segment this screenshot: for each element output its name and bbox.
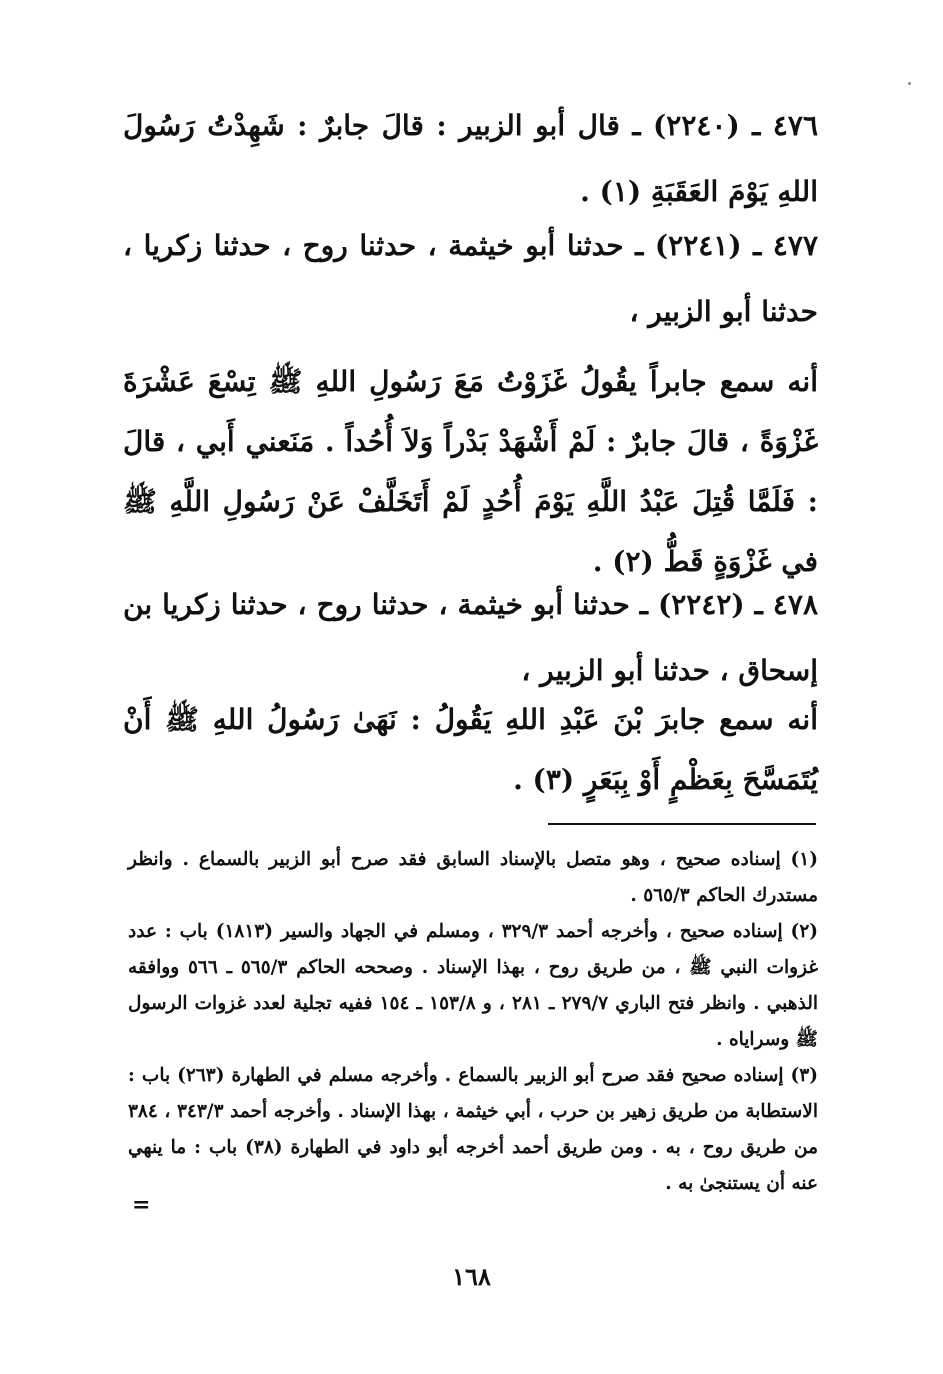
hadith-478-isnad xyxy=(123,572,818,704)
hadith-text: أنه سمع جابرَ بْنَ عَبْدِ اللهِ يَقُولُ : نَهَىٰ رَسُولُ اللهِ ﷺ أَنْ يُتَمَسَّحَ بِعَظْمٍ أَوْ بِبَعَرٍ (٣) . xyxy=(123,703,818,796)
hadith-476 xyxy=(123,93,818,225)
hadith-text: قال أبو الزبير : قالَ جابرٌ : شَهِدْتُ رَسُولَ اللهِ يَوْمَ العَقَبَةِ (١) . xyxy=(123,109,818,208)
scan-speck xyxy=(908,82,911,85)
hadith-478-matn xyxy=(123,690,818,810)
footnote-1: (١) إسناده صحيح ، وهو متصل بالإسناد السابق فقد صرح أبو الزبير بالسماع . وانظر مستدرك الحاكم ٥٦٥/٣ . xyxy=(128,849,818,906)
hadith-text: أنه سمع جابراً يقُولُ غَزَوْتُ مَعَ رَسُولِ اللهِ ﷺ تِسْعَ عَشْرَةَ غَزْوَةً ، قالَ جابرٌ : لَمْ أَشْهَدْ بَدْراً وَلاَ أُحُداً . مَنَعني أَبي ، قالَ : فَلَمَّا قُتِلَ عَبْدُ اللَّهِ يَوْمَ أُحُدٍ لَمْ أَتَخَلَّفْ عَنْ رَسُولِ اللَّهِ ﷺ في غَزْوَةٍ قَطُّ (٢) . xyxy=(123,365,818,578)
footnote-separator xyxy=(548,823,816,825)
hadith-isnad: حدثنا أبو خيثمة ، حدثنا روح ، حدثنا زكريا بن إسحاق ، حدثنا أبو الزبير ، xyxy=(123,588,818,687)
hadith-number: ٤٧٦ ـ (٢٢٤٠) ـ xyxy=(632,109,818,142)
footnote-3: (٣) إسناده صحيح فقد صرح أبو الزبير بالسماع . وأخرجه مسلم في الطهارة (٢٦٣) باب : الاستطابة من طريق زهير بن حرب ، أبي خيثمة ، بهذا الإسناد . وأخرجه أحمد ٣٤٣/٣ ، ٣٨٤ من طريق روح ، به . ومن طريق أحمد أخرجه أبو داود في الطهارة (٣٨) باب : ما ينهي عنه أن يستنجىٰ به . xyxy=(128,1065,819,1194)
page-number: ١٦٨ xyxy=(452,1262,491,1291)
hadith-477-isnad xyxy=(123,213,818,345)
hadith-number: ٤٧٨ ـ (٢٢٤٢) ـ xyxy=(639,588,819,621)
hadith-477-matn xyxy=(123,352,818,592)
continuation-marker: = xyxy=(132,1192,151,1218)
hadith-number: ٤٧٧ ـ (٢٢٤١) ـ xyxy=(635,229,819,262)
hadith-isnad: حدثنا أبو خيثمة ، حدثنا روح ، حدثنا زكريا ، حدثنا أبو الزبير ، xyxy=(123,229,818,328)
footnote-2: (٢) إسناده صحيح ، وأخرجه أحمد ٣٢٩/٣ ، ومسلم في الجهاد والسير (١٨١٣) باب : عدد غزوات النبي ﷺ ، من طريق روح ، بهذا الإسناد . وصححه الحاكم ٥٦٥/٣ ـ ٥٦٦ ووافقه الذهبي . وانظر فتح الباري ٢٧٩/٧ ـ ٢٨١ ، و ١٥٣/٨ ـ ١٥٤ ففيه تجلية لعدد غزوات الرسول ﷺ وسراياه . xyxy=(128,921,819,1050)
footnotes xyxy=(128,842,818,1202)
